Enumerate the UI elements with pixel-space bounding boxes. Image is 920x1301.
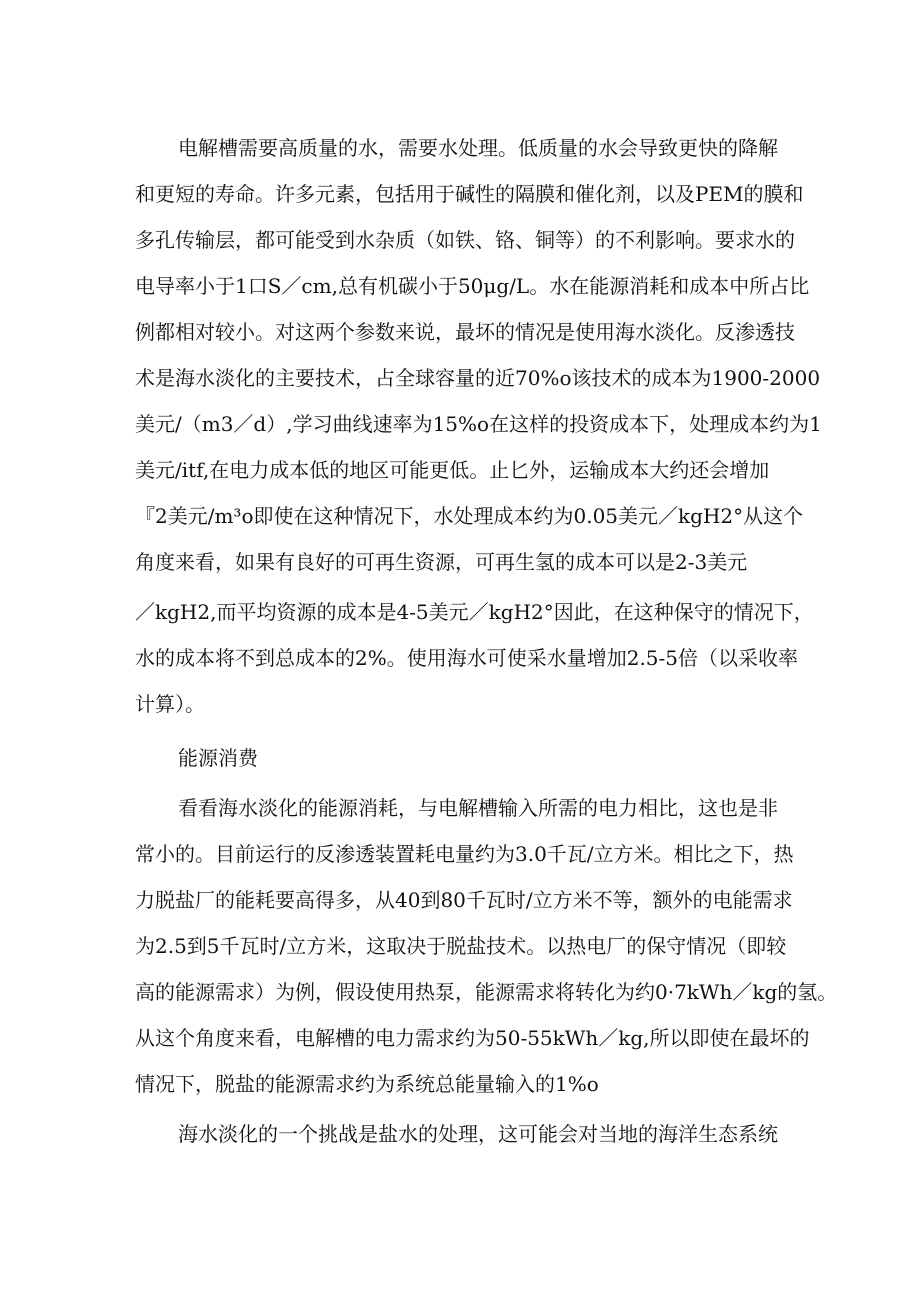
text-line: 多孔传输层，都可能受到水杂质（如铁、铬、铜等）的不利影响。要求水的: [135, 228, 795, 252]
text-line: 电解槽需要高质量的水，需要水处理。低质量的水会导致更快的降解: [178, 136, 778, 160]
text-line: 水的成本将不到总成本的2%。使用海水可使采水量增加2.5-5倍（以采收率: [135, 646, 799, 670]
text-line: 例都相对较小。对这两个参数来说，最坏的情况是使用海水淡化。反渗透技: [135, 320, 795, 344]
text-line: 从这个角度来看，电解槽的电力需求约为50-55kWh／kg,所以即使在最坏的: [135, 1026, 810, 1050]
text-line: 和更短的寿命。许多元素，包括用于碱性的隔膜和催化剂，以及PEM的膜和: [135, 182, 804, 206]
text-line: 美元/itf,在电力成本低的地区可能更低。止匕外，运输成本大约还会增加: [135, 458, 770, 482]
text-line: 『2美元/m³o即使在这种情况下，水处理成本约为0.05美元／kgH2°从这个: [135, 504, 804, 528]
text-line: 看看海水淡化的能源消耗，与电解槽输入所需的电力相比，这也是非: [178, 796, 778, 820]
text-line: 为2.5到5千瓦时/立方米，这取决于脱盐技术。以热电厂的保守情况（即较: [135, 934, 787, 958]
text-line: 海水淡化的一个挑战是盐水的处理，这可能会对当地的海洋生态系统: [178, 1122, 778, 1146]
text-line: 计算）。: [135, 692, 205, 716]
text-line: ／kgH2,而平均资源的成本是4-5美元／kgH2°因此，在这种保守的情况下，: [135, 600, 814, 624]
text-line: 角度来看，如果有良好的可再生资源，可再生氢的成本可以是2-3美元: [135, 550, 748, 574]
text-line: 术是海水淡化的主要技术，占全球容量的近70%o该技术的成本为1900-2000: [135, 366, 821, 390]
text-line: 美元/（m3／d）,学习曲线速率为15%o在这样的投资成本下，处理成本约为1: [135, 412, 822, 436]
text-line: 常小的。目前运行的反渗透装置耗电量约为3.0千瓦/立方米。相比之下，热: [135, 842, 794, 866]
section-heading: 能源消费: [178, 746, 258, 770]
text-line: 情况下，脱盐的能源需求约为系统总能量输入的1%o: [135, 1072, 599, 1096]
text-line: 高的能源需求）为例，假设使用热泵，能源需求将转化为约0·7kWh／kg的氢。: [135, 980, 838, 1004]
text-line: 电导率小于1口S／cm,总有机碳小于50μg/L。水在能源消耗和成本中所占比: [135, 274, 810, 298]
text-line: 力脱盐厂的能耗要高得多，从40到80千瓦时/立方米不等，额外的电能需求: [135, 888, 793, 912]
